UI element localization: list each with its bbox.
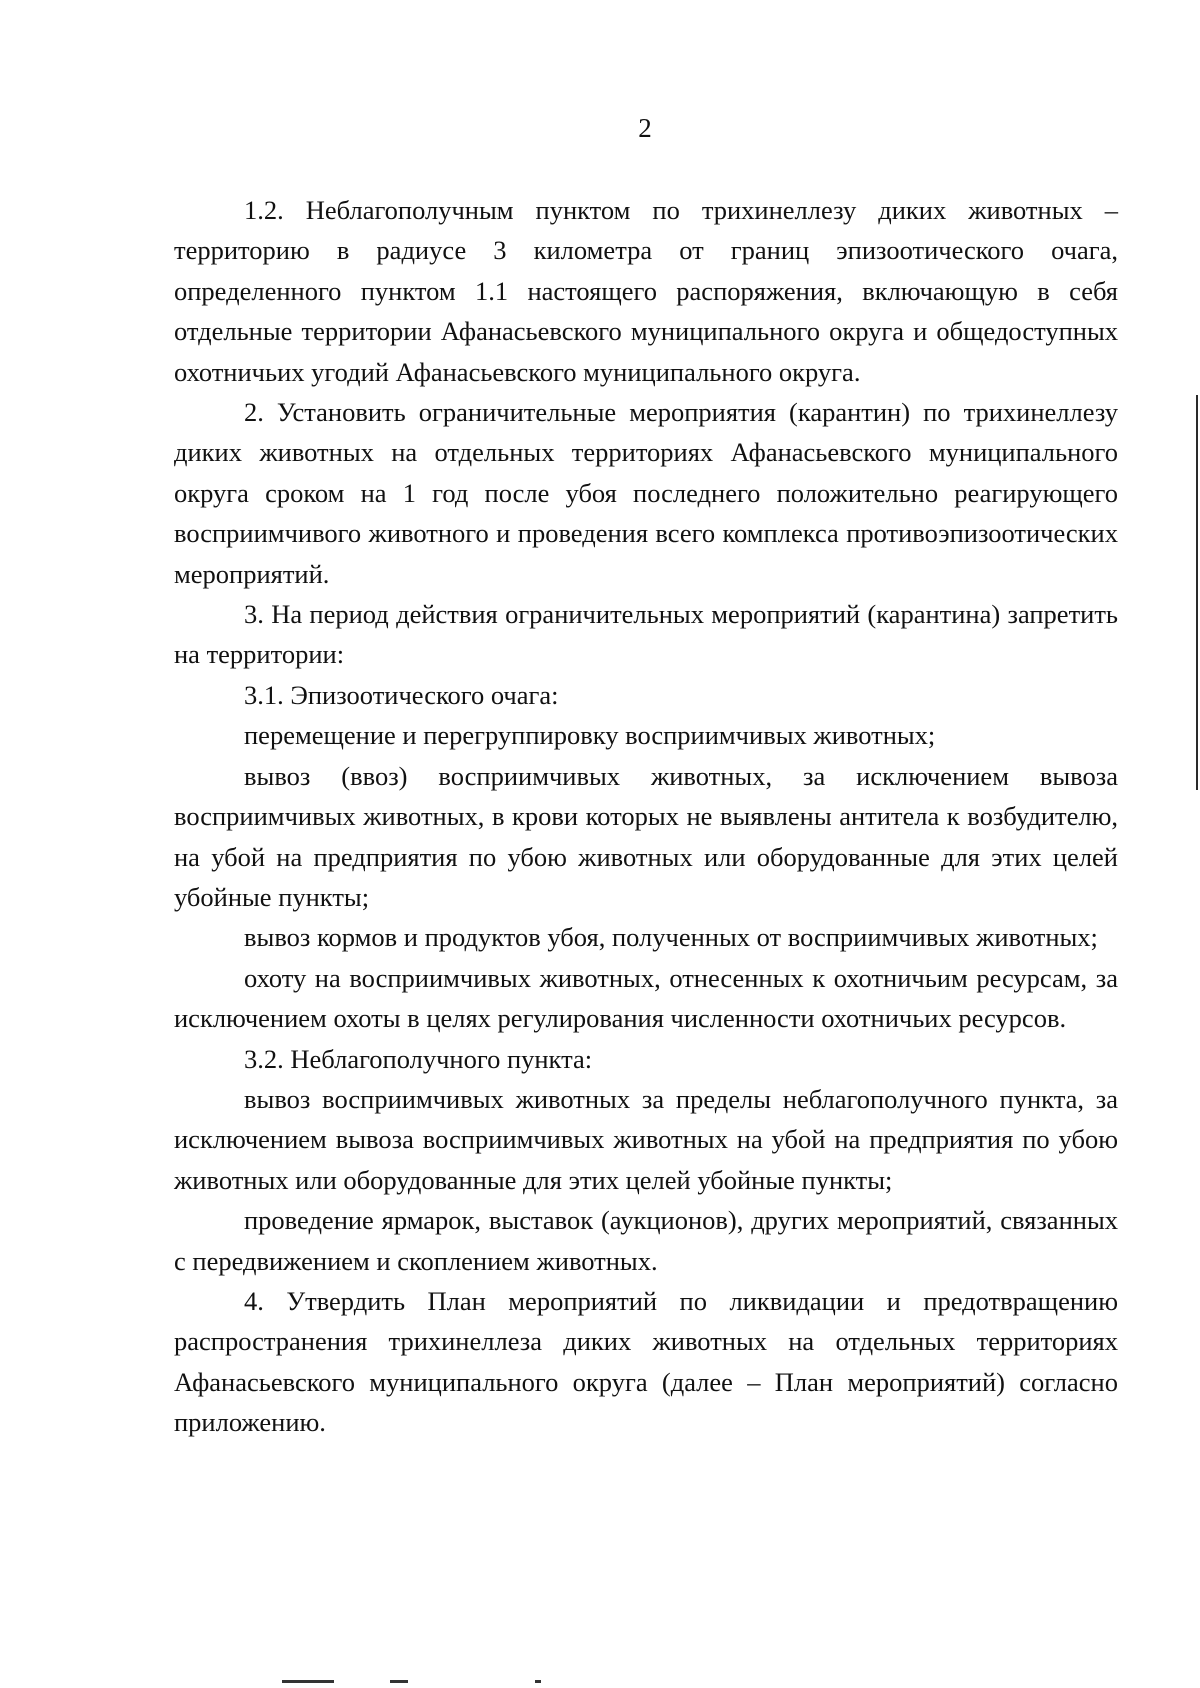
scan-artifact <box>390 1680 408 1683</box>
paragraph-3-1-item-4: охоту на восприимчивых животных, отнесенных к охотничьим ресурсам, за исключением охоты в целях регулирования численности охотничьих ресурсов. <box>174 962 1118 1034</box>
document-body <box>174 190 1118 1443</box>
paragraph-3-1-item-2: вывоз (ввоз) восприимчивых животных, за исключением вывоза восприимчивых животных, в крови которых не выявлены антитела к возбудителю, на убой на предприятия по убою животных или оборудованные для этих целей убойные пункты; <box>174 760 1118 912</box>
paragraph-3-2-heading: 3.2. Неблагополучного пункта: <box>244 1043 593 1074</box>
paragraph-3: 3. На период действия ограничительных мероприятий (карантина) запретить на территории: <box>174 599 1118 670</box>
scan-artifact <box>282 1680 334 1683</box>
paragraph-3-1-heading: 3.1. Эпизоотического очага: <box>244 679 559 710</box>
paragraph-3-1-item-3: вывоз кормов и продуктов убоя, полученных от восприимчивых животных; <box>244 922 1098 953</box>
paragraph-4: 4. Утвердить План мероприятий по ликвидации и предотвращению распространения трихинеллеза диких животных на отдельных территориях Афанасьевского муниципального округа (далее – План мероприятий) согласно приложению. <box>174 1285 1118 1438</box>
scan-artifact <box>535 1680 541 1683</box>
paragraph-2: 2. Установить ограничительные мероприятия (карантин) по трихинеллезу диких животных на отдельных территориях Афанасьевского муниципального округа сроком на 1 год после убоя последнего положительно реагирующего восприимчивого животного и проведения всего комплекса противоэпизоотических мероприятий. <box>174 397 1118 589</box>
page-number: 2 <box>638 113 652 143</box>
scan-edge-line <box>1196 395 1198 790</box>
paragraph-3-2-item-1: вывоз восприимчивых животных за пределы неблагополучного пункта, за исключением вывоза восприимчивых животных на убой на предприятия по убою животных или оборудованные для этих целей убойные пункты; <box>174 1083 1118 1195</box>
paragraph-3-1-item-1: перемещение и перегруппировку восприимчивых животных; <box>244 720 936 751</box>
paragraph-1-2: 1.2. Неблагополучным пунктом по трихинеллезу диких животных – территорию в радиусе 3 километра от границ эпизоотического очага, определенного пунктом 1.1 настоящего распоряжения, включающую в себя отдельные территории Афанасьевского муниципального округа и общедоступных охотничьих угодий Афанасьевского муниципального округа. <box>174 195 1118 387</box>
paragraph-3-2-item-2: проведение ярмарок, выставок (аукционов), других мероприятий, связанных с передвижением и скоплением животных. <box>174 1205 1118 1276</box>
